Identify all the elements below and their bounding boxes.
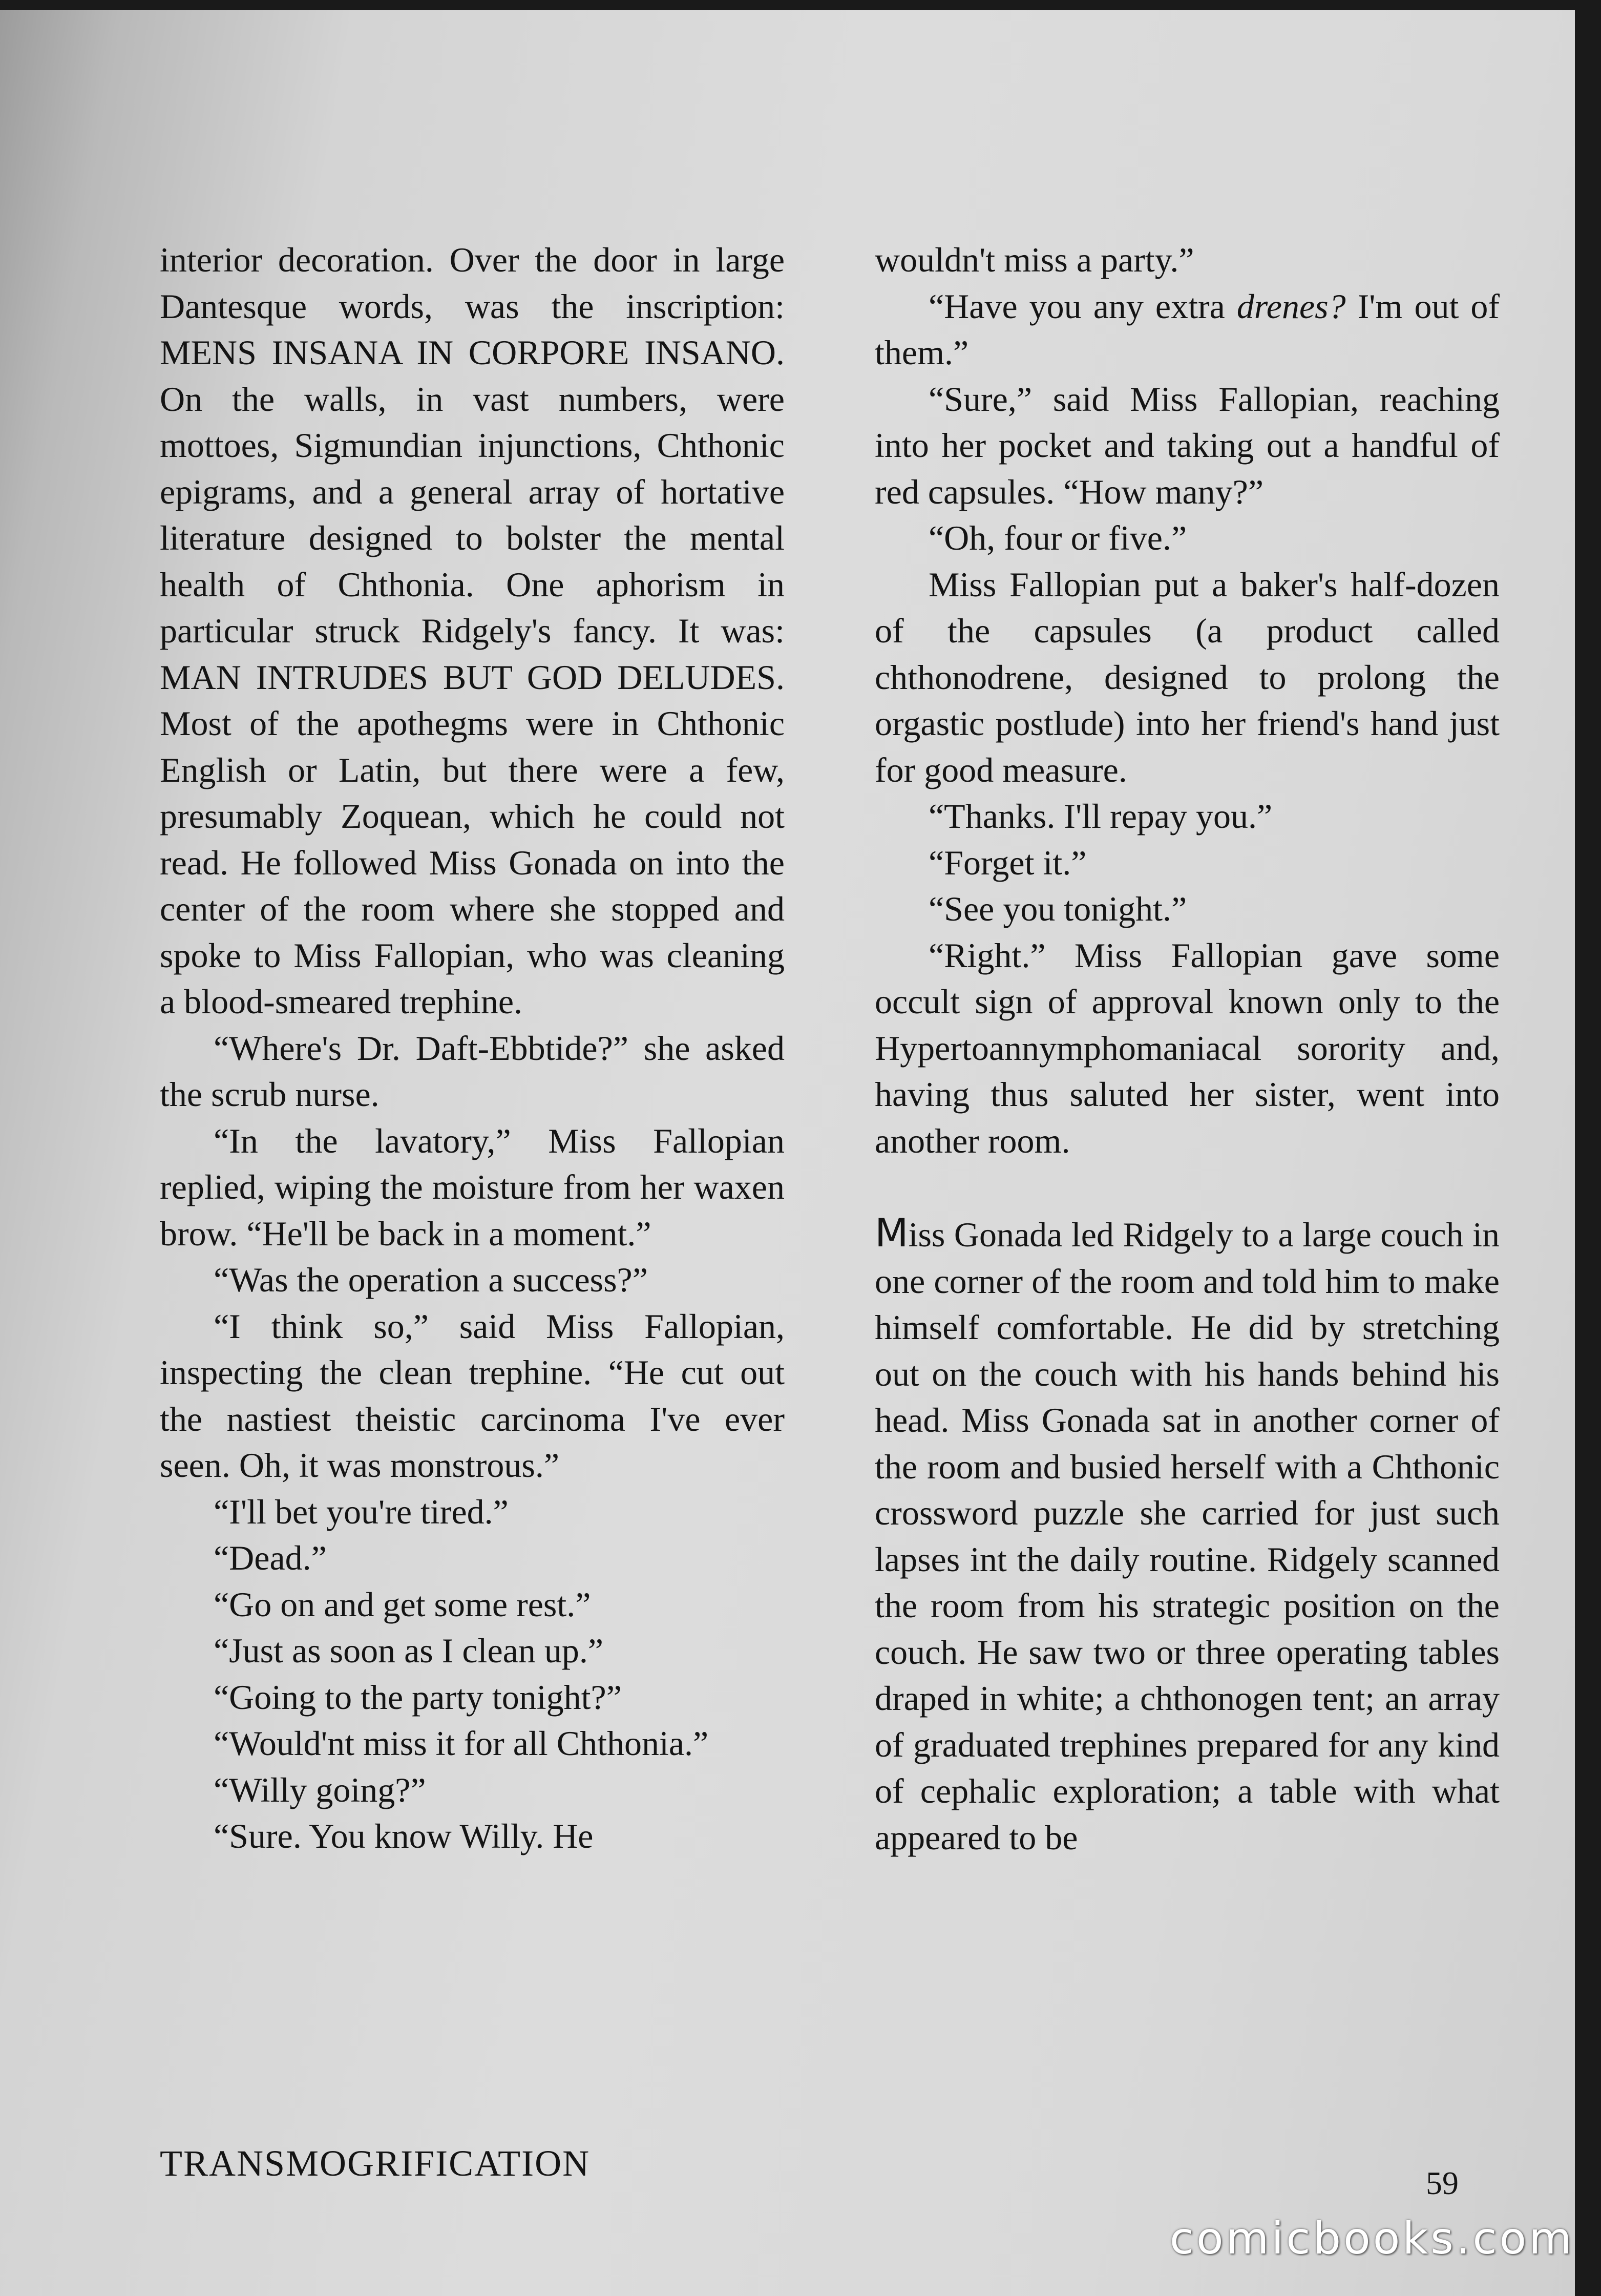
paragraph: “Go on and get some rest.” [214, 1584, 591, 1624]
paragraph: “Going to the party tonight?” [214, 1677, 622, 1717]
paragraph: “Willy going?” [214, 1770, 426, 1809]
paragraph [875, 283, 1500, 376]
watermark: comicbooks.com [1169, 2213, 1574, 2264]
right-text-column [875, 237, 1500, 1861]
text-run: I'm out of them.” [875, 286, 1500, 372]
page-number: 59 [1426, 2165, 1459, 2201]
italic-word: drenes? [1236, 286, 1346, 326]
running-footer-title: TRANSMOGRIFICATION [160, 2143, 591, 2184]
paragraph: “Would'nt miss it for all Chthonia.” [214, 1724, 709, 1763]
book-page [0, 10, 1575, 2296]
paragraph: “I'll bet you're tired.” [214, 1492, 509, 1531]
section-paragraph: Miss Gonada led Ridgely to a large couch in one corner of the room and told him to make himself comfortable. He did by stretching out on the couch with his hands behind his head. Miss Gonada sat in another corner of the room and busied herself with a Chthonic crossword puzzle she carried for just such lapses int the daily routine. Ridgely scanned the room from his strategic position on the couch. He saw two or three operating tables draped in white; a chthonogen tent; an array of graduated trephines prepared for any kind of cephalic exploration; a table with what appeared to be [875, 1210, 1500, 1857]
paragraph: “Sure. You know Willy. He [214, 1817, 594, 1855]
paragraph: “Just as soon as I clean up.” [214, 1631, 604, 1670]
paragraph: “Right.” Miss Fallopian gave some occult sign of approval known only to the Hypertoannymphomaniacal sorority and, having thus saluted her sister, went into another room. [875, 935, 1500, 1160]
paragraph: “Was the operation a success?” [214, 1260, 648, 1299]
paragraph: “Forget it.” [929, 843, 1087, 882]
paragraph: “Where's Dr. Daft-Ebbtide?” she asked the scrub nurse. [160, 1028, 785, 1114]
paragraph: “Thanks. I'll repay you.” [929, 797, 1273, 836]
paragraph: “Dead.” [214, 1538, 327, 1577]
paragraph: wouldn't miss a party.” [875, 240, 1194, 279]
text-run: “Have you any extra [929, 286, 1237, 326]
paragraph: “See you tonight.” [929, 889, 1187, 928]
paragraph: “In the lavatory,” Miss Fallopian replied, wiping the moisture from her waxen brow. “He'll be back in a moment.” [160, 1121, 785, 1253]
paragraph: “Oh, four or five.” [929, 518, 1187, 557]
left-text-column [160, 237, 785, 1860]
paragraph: interior decoration. Over the door in large Dantesque words, was the inscription: MENS INSANA IN CORPORE INSANO. On the walls, in vast numbers, were mottoes, Sigmundian injunctions, Chthonic epigrams, and a general array of hortative literature designed to bolster the mental health of Chthonia. One aphorism in particular struck Ridgely's fancy. It was: MAN INTRUDES BUT GOD DELUDES. Most of the apothegms were in Chthonic English or Latin, but there were a few, presumably Zoquean, which he could not read. He followed Miss Gonada on into the center of the room where she stopped and spoke to Miss Fallopian, who was cleaning a blood-smeared trephine. [160, 240, 785, 1021]
paragraph: Miss Fallopian put a baker's half-dozen of the capsules (a product called chthonodrene, designed to prolong the orgastic postlude) into her friend's hand just for good measure. [875, 565, 1500, 789]
paragraph: “Sure,” said Miss Fallopian, reaching into her pocket and taking out a handful of red capsules. “How many?” [875, 379, 1500, 511]
paragraph: “I think so,” said Miss Fallopian, inspecting the clean trephine. “He cut out the nastiest theistic carcinoma I've ever seen. Oh, it was monstrous.” [160, 1306, 785, 1485]
